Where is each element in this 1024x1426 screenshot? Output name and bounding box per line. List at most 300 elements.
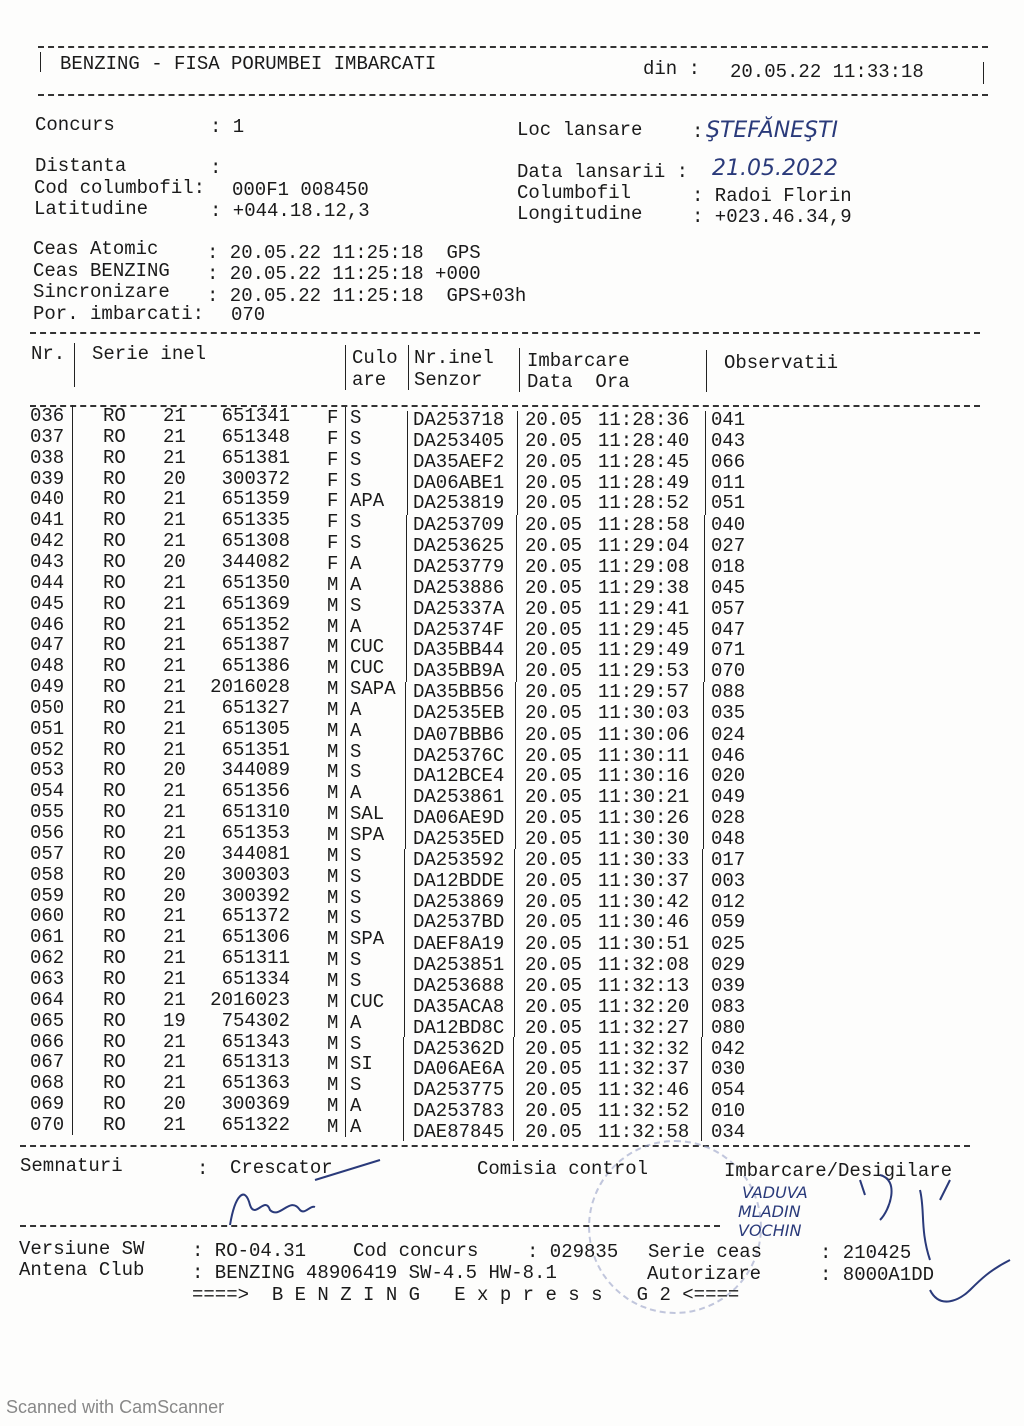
- cell-obs: 070: [711, 660, 746, 683]
- divider: [345, 761, 346, 782]
- cod-columbofil-value: 000F1 008450: [232, 179, 369, 201]
- cell-year: 21: [163, 425, 186, 448]
- cell-color: CUC: [350, 657, 385, 680]
- data-lansarii-label: Data lansarii :: [517, 161, 689, 183]
- cell-year: 21: [163, 509, 186, 532]
- cell-ring: 300372: [221, 467, 290, 490]
- cell-sex: M: [327, 1115, 339, 1138]
- cell-color: S: [350, 844, 362, 867]
- cell-time: 11:29:49: [598, 639, 690, 662]
- cell-sex: M: [327, 990, 339, 1013]
- cell-obs: 029: [711, 954, 746, 977]
- cell-date: 20.05: [525, 409, 583, 431]
- cell-nr: 046: [30, 613, 65, 636]
- benzing-express-banner: ====> B E N Z I N G E x p r e s s G 2 <====: [192, 1284, 740, 1306]
- cell-color: S: [350, 407, 362, 429]
- table-row: [0, 1030, 1024, 1060]
- cell-date: 20.05: [525, 869, 583, 892]
- divider: [408, 345, 409, 390]
- cell-color: S: [350, 511, 362, 534]
- cell-sex: M: [327, 844, 339, 867]
- cell-date: 20.05: [525, 660, 583, 683]
- divider: [345, 887, 346, 908]
- cell-date: 20.05: [525, 890, 583, 913]
- cell-color: CUC: [350, 636, 385, 659]
- divider: [345, 970, 346, 991]
- cell-obs: 003: [711, 869, 746, 892]
- cell-nr: 039: [30, 467, 65, 490]
- cell-nr: 058: [30, 863, 65, 886]
- cell-country: RO: [103, 530, 126, 553]
- cell-color: S: [350, 886, 362, 909]
- cell-ring: 344089: [221, 759, 290, 782]
- cell-color: A: [350, 782, 362, 805]
- cell-time: 11:29:04: [598, 535, 690, 558]
- cell-obs: 041: [711, 409, 746, 431]
- cell-sensor: DA253861: [413, 786, 505, 809]
- latitudine-value: : +044.18.12,3: [210, 200, 370, 222]
- cell-color: A: [350, 1095, 362, 1118]
- divider: [345, 428, 346, 449]
- sincronizare-label: Sincronizare: [33, 281, 170, 303]
- cell-time: 11:32:20: [598, 995, 690, 1018]
- cell-color: S: [350, 1032, 362, 1055]
- cell-date: 20.05: [525, 911, 583, 934]
- cell-obs: 046: [711, 744, 746, 767]
- cell-ring: 651335: [221, 509, 290, 532]
- cell-date: 20.05: [525, 514, 583, 537]
- cell-date: 20.05: [525, 828, 583, 850]
- cell-nr: 055: [30, 801, 65, 824]
- crescator-label: Crescator: [230, 1157, 333, 1179]
- table-row: [0, 947, 1024, 977]
- cell-sex: M: [327, 928, 339, 951]
- cell-year: 21: [163, 571, 186, 594]
- cell-obs: 059: [711, 911, 746, 934]
- cell-date: 20.05: [525, 1037, 583, 1060]
- cell-color: A: [350, 552, 362, 575]
- table-row: [0, 1009, 1024, 1039]
- cell-year: 21: [163, 988, 186, 1011]
- cell-year: 21: [163, 905, 186, 928]
- handwritten-name: VOCHIN: [738, 1221, 802, 1240]
- cell-nr: 042: [30, 530, 65, 553]
- divider: [345, 1053, 346, 1074]
- cell-obs: 066: [711, 450, 746, 473]
- cell-time: 11:32:46: [598, 1079, 690, 1102]
- cell-time: 11:30:11: [598, 744, 690, 767]
- table-row: [0, 509, 1024, 537]
- serie-ceas-label: Serie ceas: [648, 1241, 763, 1263]
- divider: [345, 470, 346, 491]
- data-lansarii-handwritten: 21.05.2022: [712, 156, 838, 181]
- cell-country: RO: [103, 842, 126, 865]
- cell-ring: 651351: [221, 738, 290, 761]
- cell-sex: F: [327, 427, 339, 450]
- cell-sex: M: [327, 719, 339, 742]
- cell-ring: 651313: [221, 1051, 290, 1074]
- cell-country: RO: [103, 926, 126, 949]
- cell-sex: M: [327, 615, 339, 638]
- divider: [345, 345, 346, 390]
- cell-obs: 012: [711, 890, 746, 913]
- divider: [30, 332, 980, 334]
- cell-time: 11:30:16: [598, 765, 690, 788]
- cell-obs: 024: [711, 723, 746, 746]
- cell-sensor: DA25362D: [413, 1037, 505, 1060]
- antena-club-label: Antena Club: [19, 1259, 145, 1281]
- cell-color: A: [350, 1115, 362, 1138]
- table-row: [0, 926, 1024, 956]
- cell-sensor: DA253625: [413, 535, 505, 558]
- cell-ring: 651372: [221, 905, 290, 928]
- cell-year: 20: [163, 863, 186, 886]
- cell-nr: 048: [30, 655, 65, 678]
- cell-ring: 651334: [221, 967, 290, 990]
- cell-sensor: DAEF8A19: [413, 933, 505, 956]
- concurs-value: : 1: [210, 116, 245, 138]
- cell-color: S: [350, 949, 362, 972]
- cell-country: RO: [103, 717, 126, 740]
- divider: [345, 553, 346, 574]
- cell-obs: 017: [711, 848, 746, 871]
- cell-sensor: DA07BBB6: [413, 723, 505, 746]
- cell-obs: 043: [711, 429, 746, 452]
- cell-country: RO: [103, 947, 126, 970]
- cell-time: 11:28:45: [598, 450, 690, 473]
- cell-date: 20.05: [525, 974, 583, 997]
- scanner-watermark: Scanned with CamScanner: [6, 1397, 225, 1417]
- cell-color: A: [350, 719, 362, 742]
- cell-date: 20.05: [525, 429, 583, 452]
- table-row: [0, 905, 1024, 934]
- divider: [345, 678, 346, 699]
- cell-nr: 043: [30, 550, 65, 573]
- versiune-sw-value: : RO-04.31: [192, 1240, 307, 1262]
- handwritten-name: VADUVA: [742, 1183, 808, 1202]
- longitudine-value: : +023.46.34,9: [692, 206, 852, 228]
- col-header-serie-inel: Serie inel: [92, 343, 207, 365]
- cell-nr: 070: [30, 1113, 65, 1136]
- divider: [701, 1120, 702, 1141]
- cell-sex: F: [327, 490, 339, 513]
- cell-country: RO: [103, 425, 126, 448]
- cod-concurs-label: Cod concurs: [353, 1240, 479, 1262]
- cell-color: S: [350, 865, 362, 888]
- cell-date: 20.05: [525, 618, 583, 641]
- cell-date: 20.05: [525, 848, 583, 871]
- cell-color: APA: [350, 490, 385, 513]
- cell-year: 21: [163, 801, 186, 824]
- table-row: [0, 634, 1024, 662]
- cell-date: 20.05: [525, 954, 583, 977]
- cell-nr: 054: [30, 780, 65, 803]
- cell-nr: 060: [30, 905, 65, 928]
- cell-sex: M: [327, 949, 339, 972]
- distanta-label: Distanta: [35, 155, 127, 177]
- divider: [38, 46, 988, 48]
- cell-sex: F: [327, 448, 339, 471]
- col-header-senzor: Senzor: [414, 369, 483, 391]
- cell-country: RO: [103, 1072, 126, 1095]
- cell-nr: 037: [30, 425, 65, 448]
- cell-ring: 651387: [221, 634, 290, 657]
- cell-sex: M: [327, 969, 339, 992]
- cell-sex: M: [327, 1074, 339, 1097]
- cell-color: S: [350, 740, 362, 763]
- cell-sex: M: [327, 740, 339, 763]
- cell-ring: 651322: [221, 1113, 290, 1136]
- cell-time: 11:30:26: [598, 807, 690, 830]
- table-row: [0, 717, 1024, 746]
- divider: [345, 574, 346, 595]
- table-row: [0, 780, 1024, 809]
- loc-lansare-label: Loc lansare: [517, 119, 643, 141]
- divider: [20, 1145, 970, 1147]
- table-row: [0, 842, 1024, 871]
- cell-sensor: DA35ACA8: [413, 995, 505, 1018]
- cod-columbofil-label: Cod columbofil:: [34, 177, 206, 199]
- cell-nr: 053: [30, 759, 65, 782]
- cell-time: 11:30:42: [598, 890, 690, 913]
- table-row: [0, 822, 1024, 850]
- document-title: BENZING - FISA PORUMBEI IMBARCATI: [60, 53, 437, 75]
- cell-obs: 034: [711, 1120, 746, 1143]
- table-row: [0, 592, 1024, 620]
- cell-sex: M: [327, 698, 339, 721]
- cell-sensor: DA06AE6A: [413, 1058, 505, 1081]
- cell-year: 21: [163, 1051, 186, 1074]
- cell-country: RO: [103, 467, 126, 490]
- cell-time: 11:29:08: [598, 555, 690, 578]
- cell-ring: 651363: [221, 1072, 290, 1095]
- cell-sensor: DA253819: [413, 492, 505, 515]
- cell-obs: 049: [711, 786, 746, 809]
- cell-obs: 083: [711, 995, 746, 1018]
- cell-nr: 062: [30, 947, 65, 970]
- cell-country: RO: [103, 967, 126, 990]
- ceas-atomic-value: : 20.05.22 11:25:18 GPS: [207, 242, 481, 264]
- table-row: [0, 1072, 1024, 1102]
- cell-obs: 027: [711, 535, 746, 558]
- cell-ring: 651308: [221, 530, 290, 553]
- cell-ring: 300303: [221, 863, 290, 886]
- cell-time: 11:30:37: [598, 869, 690, 892]
- cell-date: 20.05: [525, 639, 583, 662]
- divider: [345, 1074, 346, 1095]
- cell-date: 20.05: [525, 555, 583, 578]
- cell-year: 21: [163, 967, 186, 990]
- cell-ring: 651306: [221, 926, 290, 949]
- cell-nr: 041: [30, 509, 65, 532]
- cell-country: RO: [103, 738, 126, 761]
- autorizare-label: Autorizare: [647, 1263, 762, 1285]
- cell-sex: M: [327, 886, 339, 909]
- table-row: [0, 405, 1024, 431]
- cell-country: RO: [103, 613, 126, 636]
- divider: [345, 595, 346, 616]
- cell-year: 21: [163, 530, 186, 553]
- cell-sex: M: [327, 907, 339, 930]
- cell-sensor: DA35BB9A: [413, 660, 505, 683]
- cell-obs: 010: [711, 1100, 746, 1123]
- cell-obs: 051: [711, 492, 746, 515]
- divider: [706, 350, 707, 392]
- divider: [345, 824, 346, 845]
- divider: [345, 636, 346, 657]
- cell-date: 20.05: [525, 1100, 583, 1123]
- cell-sensor: DA25337A: [413, 597, 505, 620]
- cell-time: 11:30:03: [598, 701, 690, 724]
- cell-country: RO: [103, 863, 126, 886]
- cell-ring: 300369: [221, 1093, 290, 1116]
- cell-color: A: [350, 573, 362, 596]
- cell-sex: F: [327, 407, 339, 429]
- cell-sensor: DA253709: [413, 514, 505, 537]
- antena-club-value: : BENZING 48906419 SW-4.5 HW-8.1: [192, 1262, 557, 1284]
- cell-sensor: DA12BCE4: [413, 765, 505, 788]
- cell-time: 11:29:45: [598, 618, 690, 641]
- cell-sex: M: [327, 657, 339, 680]
- cell-nr: 036: [30, 405, 65, 427]
- columbofil-value: : Radoi Florin: [692, 185, 852, 207]
- divider: [345, 1033, 346, 1054]
- divider: [345, 907, 346, 928]
- cell-time: 11:28:40: [598, 429, 690, 452]
- cell-sex: M: [327, 1011, 339, 1034]
- cell-sex: M: [327, 782, 339, 805]
- table-row: [0, 988, 1024, 1018]
- table-row: [0, 530, 1024, 558]
- cell-date: 20.05: [525, 1079, 583, 1102]
- date-label: din :: [643, 58, 701, 80]
- cell-color: S: [350, 532, 362, 555]
- cell-ring: 2016028: [210, 676, 290, 699]
- cell-sensor: DA12BDDE: [413, 869, 505, 892]
- cell-date: 20.05: [525, 1058, 583, 1081]
- cell-sensor: DA253405: [413, 429, 505, 452]
- cell-obs: 040: [711, 514, 746, 537]
- cell-color: A: [350, 698, 362, 721]
- divider: [38, 94, 988, 96]
- cell-sensor: DA253886: [413, 576, 505, 599]
- colon: :: [197, 1158, 209, 1180]
- cell-color: SPA: [350, 928, 385, 951]
- cell-year: 21: [163, 613, 186, 636]
- porumbei-imbarcati-label: Por. imbarcati:: [33, 303, 205, 325]
- divider: [345, 532, 346, 553]
- cell-country: RO: [103, 884, 126, 907]
- divider: [74, 343, 75, 387]
- cell-country: RO: [103, 1051, 126, 1074]
- cell-year: 21: [163, 1113, 186, 1136]
- cell-year: 19: [163, 1009, 186, 1032]
- cell-ring: 651356: [221, 780, 290, 803]
- table-row: [0, 467, 1024, 494]
- table-row: [0, 613, 1024, 641]
- cell-nr: 061: [30, 926, 65, 949]
- col-header-culoare: Culo: [352, 347, 398, 369]
- cell-nr: 069: [30, 1093, 65, 1116]
- cell-sex: M: [327, 636, 339, 659]
- print-date: 20.05.22 11:33:18: [730, 61, 924, 83]
- cell-nr: 063: [30, 967, 65, 990]
- cell-obs: 011: [711, 471, 746, 494]
- cell-color: S: [350, 448, 362, 471]
- cell-obs: 054: [711, 1079, 746, 1102]
- divider: [345, 511, 346, 532]
- cell-ring: 344082: [221, 550, 290, 573]
- cell-ring: 651341: [221, 405, 290, 427]
- cell-obs: 025: [711, 933, 746, 956]
- cell-country: RO: [103, 780, 126, 803]
- cell-country: RO: [103, 446, 126, 469]
- cell-date: 20.05: [525, 681, 583, 704]
- autorizare-value: : 8000A1DD: [820, 1264, 935, 1286]
- divider: [345, 949, 346, 970]
- divider: [345, 1012, 346, 1033]
- concurs-label: Concurs: [35, 114, 115, 136]
- table-row: [0, 759, 1024, 788]
- cell-date: 20.05: [525, 744, 583, 767]
- cell-nr: 051: [30, 717, 65, 740]
- cell-color: A: [350, 1011, 362, 1034]
- divider: [345, 490, 346, 511]
- cell-country: RO: [103, 1030, 126, 1053]
- cell-country: RO: [103, 592, 126, 615]
- cell-date: 20.05: [525, 450, 583, 473]
- cell-ring: 651305: [221, 717, 290, 740]
- cell-obs: 045: [711, 576, 746, 599]
- cell-country: RO: [103, 801, 126, 824]
- cell-ring: 651343: [221, 1030, 290, 1053]
- divider: [345, 407, 346, 428]
- table-row: [0, 967, 1024, 997]
- cell-year: 20: [163, 1093, 186, 1116]
- serie-ceas-value: : 210425: [820, 1242, 912, 1264]
- col-header-nr-inel: Nr.inel: [414, 347, 494, 369]
- cell-sensor: DA253718: [413, 409, 505, 431]
- cell-color: S: [350, 907, 362, 930]
- cell-date: 20.05: [525, 471, 583, 494]
- cell-sex: M: [327, 594, 339, 617]
- divider: [513, 1120, 514, 1141]
- cell-time: 11:32:08: [598, 954, 690, 977]
- cell-time: 11:30:30: [598, 828, 690, 850]
- cell-country: RO: [103, 655, 126, 678]
- cell-time: 11:32:37: [598, 1058, 690, 1081]
- col-header-culoare-2: are: [352, 369, 387, 391]
- table-row: [0, 655, 1024, 683]
- cell-nr: 056: [30, 822, 65, 844]
- cell-date: 20.05: [525, 535, 583, 558]
- cell-ring: 2016023: [210, 988, 290, 1011]
- cell-sex: F: [327, 469, 339, 492]
- cell-sensor: DA253592: [413, 848, 505, 871]
- cell-sensor: DA253869: [413, 890, 505, 913]
- cell-year: 21: [163, 488, 186, 511]
- cell-year: 21: [163, 738, 186, 761]
- longitudine-label: Longitudine: [517, 203, 643, 225]
- divider: [345, 991, 346, 1012]
- cod-concurs-value: : 029835: [527, 1241, 619, 1263]
- cell-time: 11:29:53: [598, 660, 690, 683]
- table-row: [0, 425, 1024, 452]
- cell-sensor: DA253851: [413, 954, 505, 977]
- cell-color: S: [350, 761, 362, 784]
- cell-date: 20.05: [525, 1016, 583, 1039]
- cell-date: 20.05: [525, 765, 583, 788]
